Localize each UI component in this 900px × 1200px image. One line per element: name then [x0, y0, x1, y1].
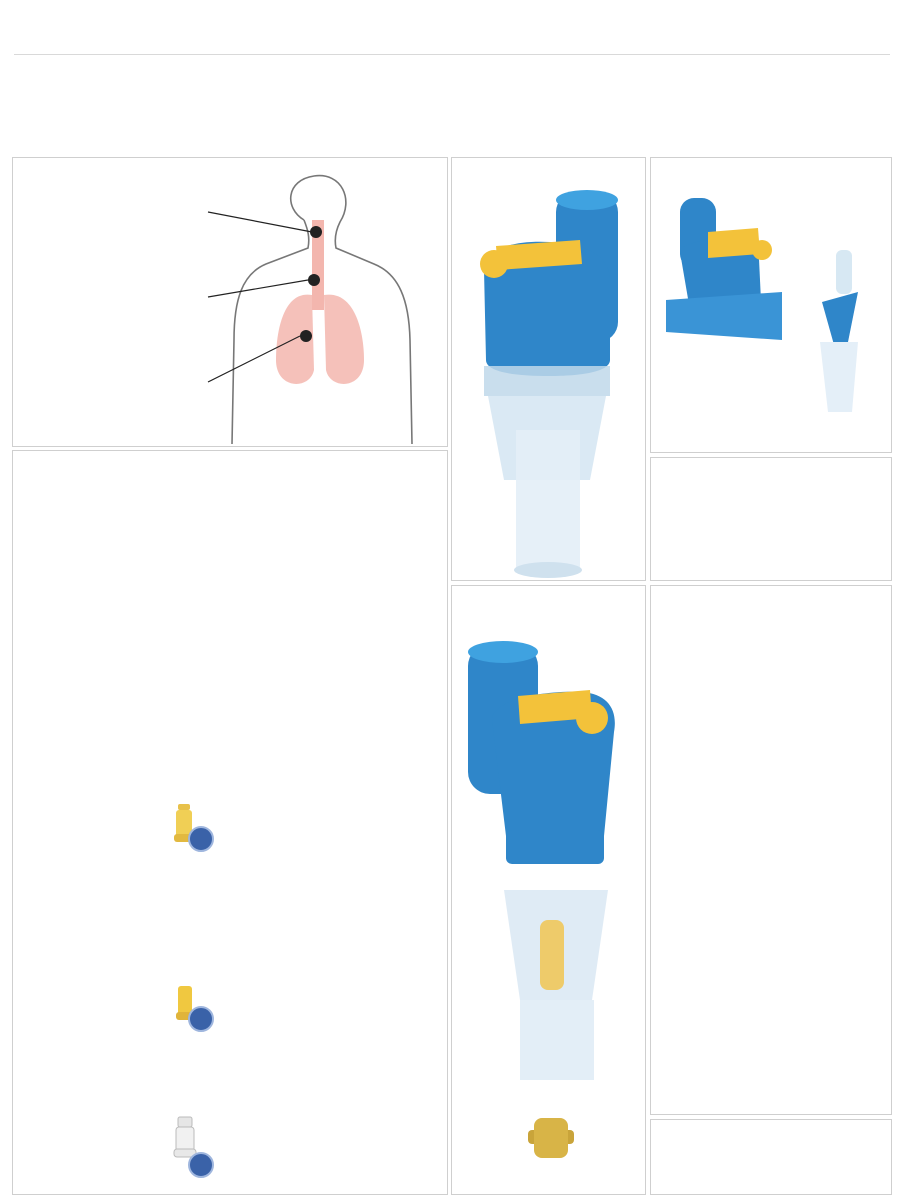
- piston-b-badge: [188, 1006, 214, 1032]
- piston-c-badge: [188, 1152, 214, 1178]
- title-divider: [14, 54, 890, 55]
- respiratory-diagram: [14, 160, 446, 444]
- nebulizer-assembled-illustration: [470, 190, 640, 580]
- panel-piston-instructions: [650, 585, 892, 1115]
- alveoli-dot: [300, 330, 312, 342]
- panel-description: [12, 450, 448, 1195]
- nebulizer-fig-a-illustration: [462, 640, 642, 1190]
- cleaning-instructions: [660, 475, 886, 491]
- right-lung: [324, 295, 364, 384]
- piston-a-badge: [188, 826, 214, 852]
- bronchi-dot: [308, 274, 320, 286]
- nebulizer-fig-b-illustration: [662, 192, 884, 442]
- panel-adapter: [650, 1119, 892, 1195]
